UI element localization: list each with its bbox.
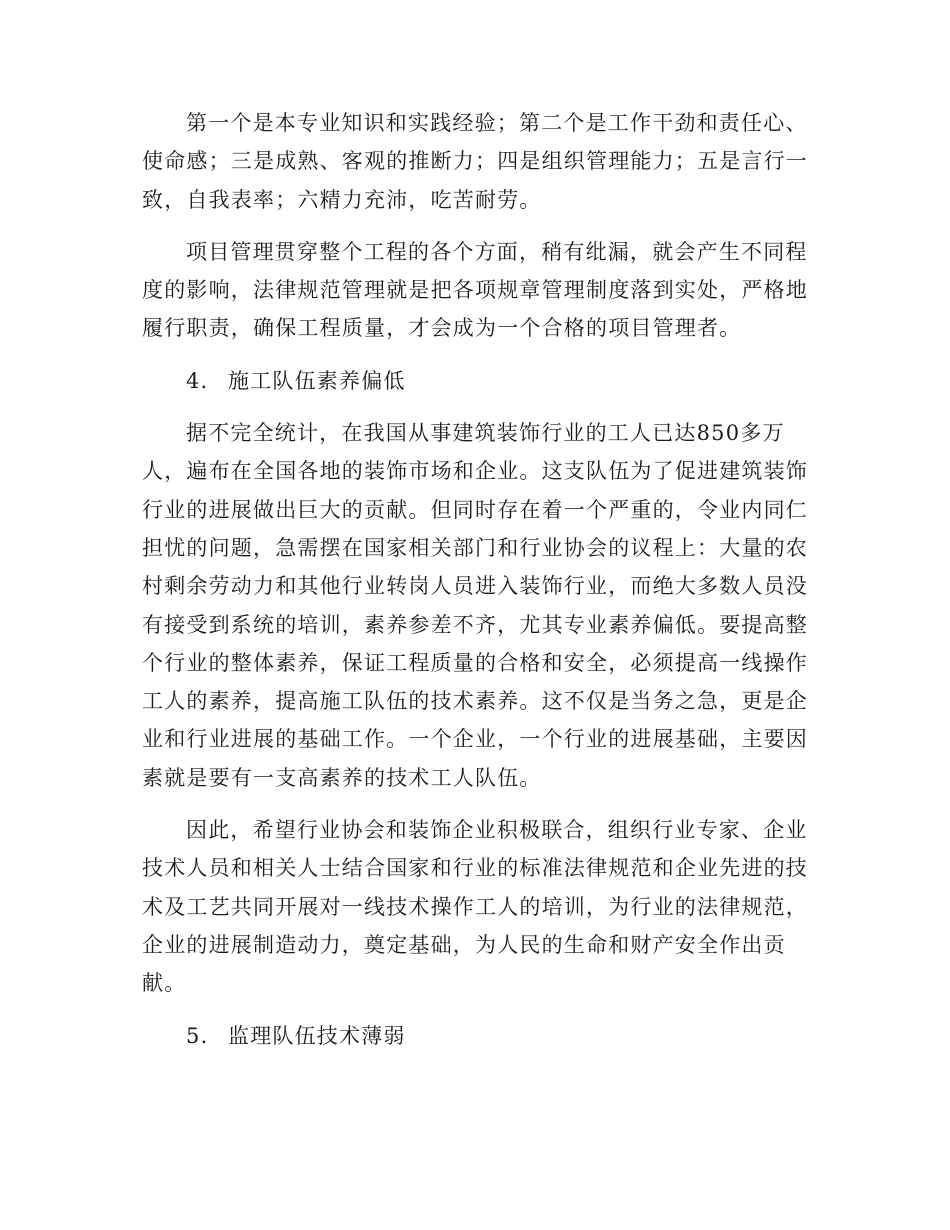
document-page bbox=[142, 104, 808, 1069]
section-heading-4 bbox=[142, 362, 802, 400]
text-line: 企业的进展制造动力，奠定基础，为人民的生命和财产安全作出贡 bbox=[142, 932, 786, 957]
section-title: 施工队伍素养偏低 bbox=[228, 368, 406, 393]
text-line: 据不完全统计，在我国从事建筑装饰行业的工人已达850多万 bbox=[186, 421, 785, 446]
text-line: 技术人员和相关人士结合国家和行业的标准法律规范和企业先进的技 bbox=[142, 856, 808, 881]
section-number: 5. bbox=[186, 1023, 209, 1048]
text-line: 使命感；三是成熟、客观的推断力；四是组织管理能力；五是言行一 bbox=[142, 149, 808, 174]
text-line: 因此，希望行业协会和装饰企业积极联合，组织行业专家、企业 bbox=[186, 818, 808, 843]
paragraph-training-recommendation bbox=[142, 811, 808, 1002]
section-heading-5 bbox=[142, 1017, 802, 1055]
text-line: 担忧的问题，急需摆在国家相关部门和行业协会的议程上：大量的农 bbox=[142, 535, 808, 560]
section-title: 监理队伍技术薄弱 bbox=[228, 1023, 406, 1048]
paragraph-project-management bbox=[142, 233, 808, 348]
paragraph-qualities bbox=[142, 104, 808, 219]
paragraph-workforce-statistics bbox=[142, 414, 808, 797]
text-line: 有接受到系统的培训，素养参差不齐，尤其专业素养偏低。要提高整 bbox=[142, 612, 808, 637]
text-line: 术及工艺共同开展对一线技术操作工人的培训，为行业的法律规范， bbox=[142, 894, 808, 919]
text-line: 致，自我表率；六精力充沛，吃苦耐劳。 bbox=[142, 187, 542, 212]
text-line: 业和行业进展的基础工作。一个企业，一个行业的进展基础，主要因 bbox=[142, 727, 808, 752]
text-line: 个行业的整体素养，保证工程质量的合格和安全，必须提高一线操作 bbox=[142, 650, 808, 675]
text-line: 献。 bbox=[142, 971, 187, 996]
text-line: 度的影响，法律规范管理就是把各项规章管理制度落到实处，严格地 bbox=[142, 278, 808, 303]
text-line: 素就是要有一支高素养的技术工人队伍。 bbox=[142, 765, 542, 790]
text-line: 第一个是本专业知识和实践经验；第二个是工作干劲和责任心、 bbox=[186, 111, 808, 135]
text-line: 项目管理贯穿整个工程的各个方面，稍有纰漏，就会产生不同程 bbox=[186, 239, 808, 264]
text-line: 履行职责，确保工程质量，才会成为一个合格的项目管理者。 bbox=[142, 316, 742, 341]
text-line: 工人的素养，提高施工队伍的技术素养。这不仅是当务之急，更是企 bbox=[142, 689, 808, 714]
text-line: 村剩余劳动力和其他行业转岗人员进入装饰行业，而绝大多数人员没 bbox=[142, 574, 808, 599]
text-line: 人，遍布在全国各地的装饰市场和企业。这支队伍为了促进建筑装饰 bbox=[142, 459, 808, 484]
text-line: 行业的进展做出巨大的贡献。但同时存在着一个严重的，令业内同仁 bbox=[142, 497, 808, 522]
section-number: 4. bbox=[186, 368, 209, 393]
